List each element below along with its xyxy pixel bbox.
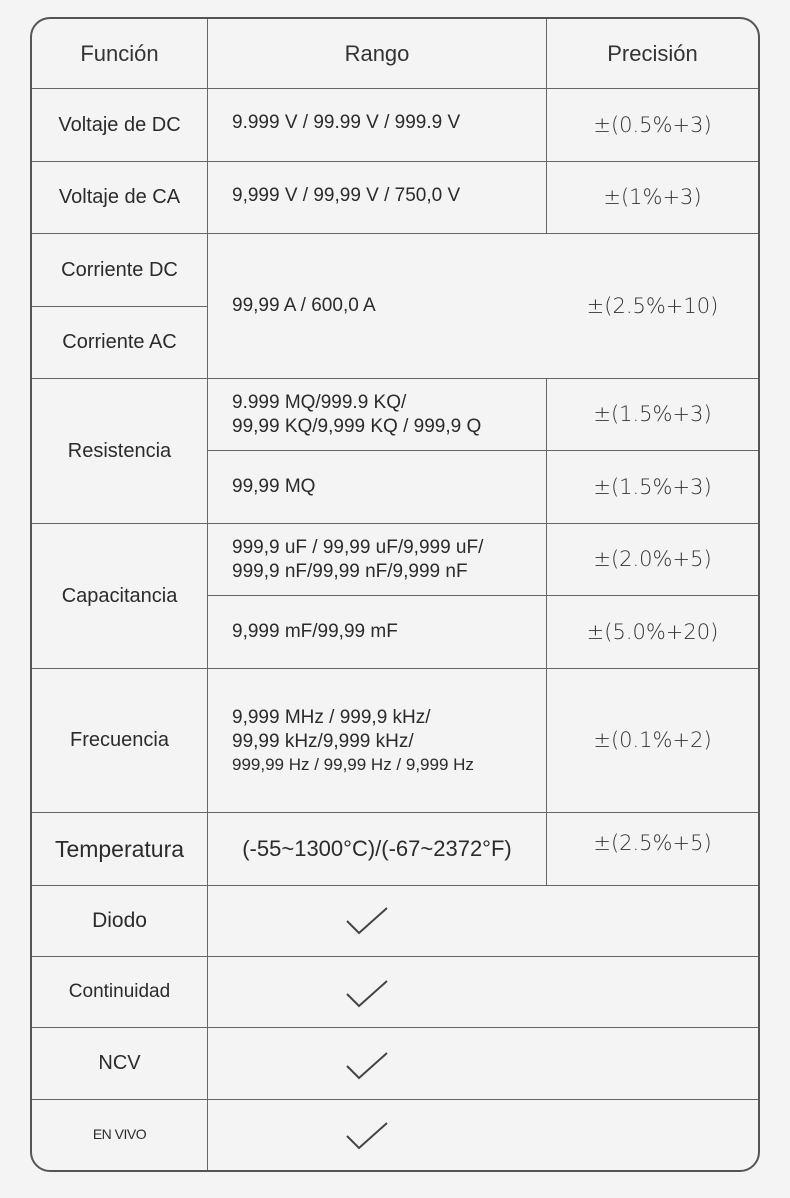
accuracy-current: ±(2.5%+10): [586, 293, 719, 318]
accuracy-resistance-1: ±(1.5%+3): [593, 402, 712, 427]
accuracy-temperature: ±(2.5%+5): [593, 830, 712, 855]
range-ac-voltage: 9,999 V / 99,99 V / 750,0 V: [232, 184, 461, 206]
range-temperature: (-55~1300°C)/(-67~2372°F): [242, 836, 512, 862]
accuracy-ac-voltage: ±(1%+3): [603, 185, 702, 210]
function-dc-current: Corriente DC: [61, 258, 178, 281]
function-capacitance: Capacitancia: [61, 584, 178, 607]
range-line: 999,9 nF/99,99 nF/9,999 nF: [232, 560, 468, 582]
accuracy-resistance-2: ±(1.5%+3): [593, 474, 712, 499]
range-capacitance-2: 9,999 mF/99,99 mF: [232, 621, 398, 643]
checkmark-icon: [345, 1121, 389, 1151]
range-line: 999,9 uF / 99,99 uF/9,999 uF/: [232, 536, 484, 558]
range-line: 9.999 MQ/999.9 KQ/: [232, 391, 407, 413]
function-resistance: Resistencia: [67, 439, 172, 462]
range-resistance-1: [208, 379, 546, 450]
function-frequency: Frecuencia: [70, 729, 169, 751]
accuracy-frequency: ±(0.1%+2): [593, 728, 712, 753]
header-accuracy: Precisión: [607, 40, 698, 66]
function-continuity: Continuidad: [68, 981, 171, 1003]
function-ac-voltage: Voltaje de CA: [58, 186, 181, 208]
range-capacitance-1: [208, 524, 546, 595]
range-line: 999,99 Hz / 99,99 Hz / 9,999 Hz: [232, 754, 474, 774]
accuracy-capacitance-2: ±(5.0%+20): [586, 619, 719, 644]
function-ac-current: Corriente AC: [62, 331, 177, 353]
function-live: EN VIVO: [92, 1126, 147, 1143]
function-diode: Diodo: [92, 908, 147, 932]
header-function: Función: [80, 40, 159, 66]
checkmark-icon: [345, 979, 389, 1009]
range-line: 9,999 MHz / 999,9 kHz/: [232, 707, 431, 729]
accuracy-dc-voltage: ±(0.5%+3): [593, 112, 712, 137]
function-temperature: Temperatura: [54, 835, 185, 862]
checkmark-icon: [345, 906, 389, 936]
range-line: 99,99 kHz/9,999 kHz/: [232, 730, 414, 752]
function-ncv: NCV: [98, 1052, 141, 1074]
function-dc-voltage: Voltaje de DC: [58, 113, 181, 136]
accuracy-capacitance-1: ±(2.0%+5): [593, 547, 712, 572]
range-resistance-2: 99,99 MQ: [232, 476, 316, 498]
checkmark-icon: [345, 1051, 389, 1081]
range-dc-voltage: 9.999 V / 99.99 V / 999.9 V: [232, 112, 461, 134]
header-range: Rango: [344, 40, 410, 66]
range-frequency: [208, 669, 546, 812]
range-line: 99,99 KQ/9,999 KQ / 999,9 Q: [232, 415, 482, 437]
spec-table: [30, 17, 760, 1172]
range-current: 99,99 A / 600,0 A: [232, 295, 376, 317]
